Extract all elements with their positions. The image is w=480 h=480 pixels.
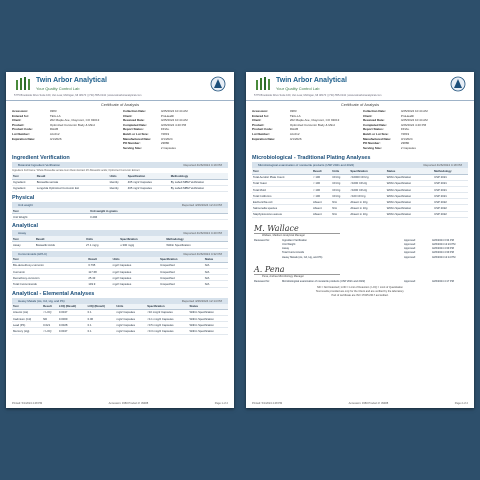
table-cell: Within Specification xyxy=(386,211,433,217)
table-row xyxy=(12,281,228,287)
table-cell: <10000 CFU/g xyxy=(349,174,385,180)
band-label: Microbiological examination of nonsterile products (USP 2021 and 2022) xyxy=(258,163,355,168)
table-cell: CFU/g xyxy=(331,174,349,180)
meta-value: 4/26/2024 4:40 PM xyxy=(160,122,187,127)
table-row xyxy=(12,242,228,248)
review-cell: 4/26/2024 12:14 PM xyxy=(432,255,456,259)
accreditation-seal-icon xyxy=(210,76,226,92)
table-cell: Within Specification xyxy=(189,328,228,334)
review-cell: Approved: xyxy=(404,238,416,242)
meta-key: Serving Size: xyxy=(363,145,382,150)
meta-value: TEG-LA xyxy=(49,113,61,118)
table-cell: Unspecified xyxy=(159,262,204,268)
meta-value: 4/25/2024 10:44 AM xyxy=(400,109,428,113)
table-cell: Within Specification xyxy=(386,186,433,192)
table-cell: mg/2 Capsules xyxy=(112,269,159,275)
table-cell: 27.1 mg/g xyxy=(85,242,119,248)
band-label: Assay xyxy=(18,231,27,236)
column-header: Unit weight in grams xyxy=(89,208,228,214)
table-cell: <10 mcg/2 Capsules xyxy=(146,309,188,315)
column-header: Test xyxy=(12,257,87,263)
table-cell: Within Specification xyxy=(189,309,228,315)
accession-info: Accession: 0383 Product #: 39488 xyxy=(108,402,149,405)
meta-value: 4/26/2024 4:40 PM xyxy=(400,122,427,127)
column-header: Status xyxy=(189,304,228,310)
meta-value: ProHealth xyxy=(160,113,175,118)
section-microbiological: Microbiological - Traditional Plating Analyses xyxy=(252,155,371,162)
micro-table xyxy=(252,168,468,218)
table-cell: Total Coliforms xyxy=(252,193,312,199)
table-cell: Curcumin xyxy=(12,269,87,275)
legend xyxy=(246,284,474,299)
table-cell: Staphylococcus aureus xyxy=(252,211,312,217)
table-cell: <4.1 mcg/2 Capsules xyxy=(146,315,188,321)
company-name: Twin Arbor Analytical xyxy=(276,77,347,84)
band-reported: Reported 4/26/2024 12:24 PM xyxy=(181,202,222,207)
accreditation-seal-icon xyxy=(450,76,466,92)
column-header: Result xyxy=(42,304,58,310)
signature-pena: A. Pena xyxy=(254,264,285,274)
legend-disclaimer: Test results provided are only for the Client and are verified by the laboratory. xyxy=(315,289,405,293)
column-header: Units xyxy=(115,304,146,310)
meta-value: 4/25/2024 10:44 AM xyxy=(160,118,188,123)
band-label: Botanical Ingredient Verification xyxy=(18,163,61,168)
column-header: Test xyxy=(12,304,42,310)
meta-key: Completed Date: xyxy=(363,122,387,127)
table-cell: Absent xyxy=(312,211,331,217)
table-cell: Ingredient xyxy=(12,185,36,191)
table-cell: Total Mold xyxy=(252,186,312,192)
table-row xyxy=(12,328,228,334)
table-cell: N/A xyxy=(204,275,228,281)
meta-value: A4-012 xyxy=(49,131,60,136)
meta-key: Received Date: xyxy=(123,118,145,123)
document-title: Certificate of Analysis xyxy=(100,102,140,107)
printed-date: Printed: 5/1/2024 4:48 PM xyxy=(252,402,283,405)
table-cell: mg/2 Capsules xyxy=(112,281,159,287)
page-footer xyxy=(252,402,468,405)
company-address: 5775 Brookside Drive Suite 100, Van Lear, Michigan, MI 48170 | (734) 555-0142 | www.twinarboranalytical.com xyxy=(14,94,142,97)
column-header: Specification xyxy=(159,257,204,263)
column-header: Specification xyxy=(349,168,385,174)
review-cell: Approved: xyxy=(404,251,416,255)
table-cell: Unspecified xyxy=(159,269,204,275)
assay-table xyxy=(12,236,228,248)
meta-key: Client: xyxy=(363,113,373,118)
column-header: LOQ (Result) xyxy=(87,304,116,310)
table-cell: 0.021 xyxy=(42,322,58,328)
review-cell: Assay xyxy=(282,247,290,251)
table-cell: mg/2 Capsules xyxy=(112,275,159,281)
table-cell: < 100 xyxy=(312,193,331,199)
review-list xyxy=(246,239,474,260)
table-cell: Boswellia serrata xyxy=(36,179,109,185)
review-list xyxy=(246,280,474,284)
table-cell: Within Specification xyxy=(386,193,433,199)
column-header: Status xyxy=(386,168,433,174)
meta-key: Received Date: xyxy=(363,118,385,123)
section-analytical: Analytical xyxy=(12,223,38,230)
table-cell: Absent in 10g xyxy=(349,199,385,205)
table-cell: mg/2 Capsules xyxy=(115,315,146,321)
table-cell: Unspecified xyxy=(159,275,204,281)
table-cell: Total Aerobic Plate Count xyxy=(252,174,312,180)
table-cell: Within Specification xyxy=(386,180,433,186)
table-cell: USP 2021 xyxy=(433,174,468,180)
meta-key: Serving Size: xyxy=(123,145,142,150)
company-tagline: Your Quality Control Lab xyxy=(276,86,320,91)
legend-abbrev: ND = Not Detected | LOD = Limit of Detection | LOQ = Limit of Quantitation xyxy=(317,286,403,290)
page-number: Page 2 of 2 xyxy=(454,402,468,405)
table-cell: Lead (Pb) xyxy=(12,322,42,328)
column-header: Units xyxy=(85,236,119,242)
column-header: Result xyxy=(36,173,109,179)
signature-wallace: M. Wallace xyxy=(254,223,299,233)
review-cell: 4/26/2024 12:24 PM xyxy=(432,243,456,247)
meta-key: Product Code: xyxy=(252,127,273,132)
review-cell: 4/26/2024 3:34 PM xyxy=(432,238,454,242)
table-cell: 0.1 xyxy=(87,328,116,334)
meta-key: Lot Number: xyxy=(252,131,270,136)
table-cell: Absent in 10g xyxy=(349,205,385,211)
table-cell: N/A xyxy=(204,262,228,268)
table-cell: 465 mg/2 Capsules xyxy=(127,185,170,191)
meta-value: 202 Maple Ave, Claymont, CO 93013 xyxy=(49,118,100,123)
table-cell: 117.68 xyxy=(87,269,111,275)
table-cell: ND xyxy=(42,315,58,321)
meta-row xyxy=(123,146,228,151)
table-cell: N/A xyxy=(204,269,228,275)
meta-key: Client: xyxy=(123,113,133,118)
meta-value: FINAL xyxy=(160,127,170,132)
meta-value: 0383 xyxy=(49,109,57,113)
review-cell: Approved: xyxy=(404,279,416,283)
meta-key xyxy=(12,146,50,151)
page-header xyxy=(6,72,234,101)
coa-page-2 xyxy=(246,72,474,408)
column-header: LOQ (Result) xyxy=(58,304,87,310)
table-cell: Cadmium (Cd) xyxy=(12,315,42,321)
table-cell: USP 2022 xyxy=(433,199,468,205)
page-number: Page 1 of 2 xyxy=(214,402,228,405)
meta-key: Entered for: xyxy=(12,113,30,118)
meta-key: Accession: xyxy=(12,109,29,113)
meta-key: Completed Date: xyxy=(123,122,147,127)
table-cell: Longvida Optimized Curcumin Ext xyxy=(36,185,109,191)
table-cell: < LOQ xyxy=(42,309,58,315)
meta-key: PO Number: xyxy=(363,141,381,146)
meta-key: Expiration Date: xyxy=(252,136,276,141)
column-header: Test xyxy=(12,236,35,242)
page-footer xyxy=(12,402,228,405)
table-cell: Absent xyxy=(312,199,331,205)
meta-value: FINAL xyxy=(400,127,410,132)
meta-value: 4/25/2024 10:44 AM xyxy=(160,109,188,113)
column-header: Methodology xyxy=(165,236,228,242)
table-cell: ≥ 300 mg/g xyxy=(119,242,165,248)
table-cell: 0.0047 xyxy=(58,328,87,334)
table-cell: Absent in 10g xyxy=(349,211,385,217)
document-title: Certificate of Analysis xyxy=(340,102,380,107)
table-cell: USP 2021 xyxy=(433,193,468,199)
table-cell: Within Specification xyxy=(386,174,433,180)
company-tagline: Your Quality Control Lab xyxy=(36,86,80,91)
table-cell: Within Specification xyxy=(189,322,228,328)
table-row xyxy=(12,185,228,191)
meta-value: Optimized Curcumin Body & Mind xyxy=(49,122,95,127)
meta-key: Collection Date: xyxy=(123,109,146,113)
table-cell: N/A xyxy=(331,205,349,211)
table-cell: USP 2021 xyxy=(433,180,468,186)
review-cell: Unit Weight xyxy=(282,243,296,247)
table-cell: Identity xyxy=(109,185,127,191)
company-address: 5775 Brookside Drive Suite 100, Van Lear, Michigan, MI 48170 | (734) 555-0142 | www.twinarboranalytical.com xyxy=(254,94,382,97)
review-cell: Approved: xyxy=(404,243,416,247)
table-cell: Ingredient xyxy=(12,179,36,185)
physical-table xyxy=(12,208,228,220)
meta-key: Client: xyxy=(252,118,262,123)
coa-meta xyxy=(6,107,234,152)
table-cell: <1000 CFU/g xyxy=(349,186,385,192)
table-cell: USP 2022 xyxy=(433,205,468,211)
table-cell: mg/2 Capsules xyxy=(115,309,146,315)
curcuminoids-table xyxy=(12,257,228,288)
table-cell: mg/2 Capsules xyxy=(112,262,159,268)
page-header xyxy=(246,72,474,101)
table-cell: Bis-demethoxy-curcumin xyxy=(12,262,87,268)
table-cell: 6.795 xyxy=(87,262,111,268)
review-row xyxy=(246,280,474,284)
meta-key: Expiration Date: xyxy=(12,136,36,141)
band-label: Unit weight xyxy=(18,202,33,207)
table-row xyxy=(12,214,228,220)
column-header: Specification xyxy=(127,173,170,179)
review-cell: 4/26/2024 4:39 PM xyxy=(432,247,454,251)
table-cell: 0.1 xyxy=(87,309,116,315)
table-cell: Within Specification xyxy=(189,315,228,321)
table-cell: 0.06 xyxy=(87,315,116,321)
meta-value: A4-012 xyxy=(289,131,300,136)
table-cell: USP 2021 xyxy=(433,186,468,192)
table-cell: < LOQ xyxy=(42,328,58,334)
table-cell: Salmonella species xyxy=(252,205,312,211)
section-physical: Physical xyxy=(12,194,35,201)
table-cell: 0.0047 xyxy=(58,309,87,315)
meta-key: Report Status: xyxy=(123,127,144,132)
meta-value: 4/1/2026 xyxy=(289,136,302,141)
table-cell: 0.296 xyxy=(89,214,228,220)
table-cell: mg/2 Capsules xyxy=(115,328,146,334)
table-cell: Demethoxy-curcumin xyxy=(12,275,87,281)
company-name: Twin Arbor Analytical xyxy=(36,77,107,84)
table-cell: <100 CFU/g xyxy=(349,193,385,199)
meta-key: Lot Number: xyxy=(12,131,30,136)
review-cell: 4/26/2024 4:17 PM xyxy=(432,279,454,283)
meta-key: Manufactured Date: xyxy=(123,136,152,141)
meta-value: RHAB xyxy=(49,127,59,132)
table-cell: 465 mg/2 Capsules xyxy=(127,179,170,185)
table-cell: Within Specification xyxy=(386,199,433,205)
column-header: Units xyxy=(112,257,159,263)
meta-value xyxy=(50,146,117,151)
table-cell: USP 2022 xyxy=(433,211,468,217)
review-cell: Approved: xyxy=(404,255,416,259)
ingredient-note: Ingredient Full Name: Whole Boswellia serrata Gum Resin Extract 2% Boswellic acids; Optimized Curcumin Extract xyxy=(12,169,140,173)
band-reported: Reported 4/26/2024 4:40 PM xyxy=(183,231,222,236)
heavy-metals-table xyxy=(12,304,228,335)
table-cell: By Labelt MBM Verification xyxy=(170,179,228,185)
table-cell: Total Yeast xyxy=(252,180,312,186)
meta-value: 4/1/2026 xyxy=(49,136,62,141)
review-cell xyxy=(254,256,282,260)
table-cell: By Labelt MBM Verification xyxy=(170,185,228,191)
meta-row xyxy=(252,146,357,151)
meta-value: 4/25/2024 10:44 AM xyxy=(400,118,428,123)
table-cell: 0.0028 xyxy=(58,322,87,328)
table-cell: Absent xyxy=(312,205,331,211)
meta-row xyxy=(12,146,117,151)
table-cell: CFU/g xyxy=(331,180,349,186)
coa-meta xyxy=(246,107,474,152)
table-row xyxy=(252,211,468,217)
meta-key: Product Code: xyxy=(12,127,33,132)
table-cell: < 100 xyxy=(312,180,331,186)
meta-key: Manufactured Date: xyxy=(363,136,392,141)
column-header: Result xyxy=(87,257,111,263)
meta-value: 3/1/2024 xyxy=(400,136,413,141)
column-header: Units xyxy=(109,173,127,179)
review-cell: Ingredient Verification xyxy=(282,238,307,242)
meta-value: 23880 xyxy=(400,141,410,146)
meta-value: TEG-LA xyxy=(289,113,301,118)
table-cell: Total Curcuminoids xyxy=(12,281,87,287)
table-cell: Unit Weight xyxy=(12,214,89,220)
band-reported: Reported 4/26/2024 12:14 PM xyxy=(181,298,222,303)
table-cell: N/A xyxy=(331,211,349,217)
column-header: Methodology xyxy=(433,168,468,174)
table-cell: Identity xyxy=(109,179,127,185)
column-header: Test xyxy=(12,208,89,214)
column-header: Units xyxy=(331,168,349,174)
table-cell: Within Specification xyxy=(386,205,433,211)
meta-value: 72819 xyxy=(400,131,410,136)
meta-row xyxy=(363,146,468,151)
band-label: Curcuminoids (HPLC) xyxy=(18,251,48,256)
table-cell: 0.0009 xyxy=(58,315,87,321)
accession-info: Accession: 0383 Product #: 39488 xyxy=(348,402,389,405)
band-reported: Reported 4/26/2024 4:18 PM xyxy=(423,163,462,168)
table-cell: < 100 xyxy=(312,174,331,180)
table-cell: 0.1 xyxy=(87,322,116,328)
column-header: Result xyxy=(35,236,85,242)
table-cell: Arsenic (As) xyxy=(12,309,42,315)
table-cell: 25.43 xyxy=(87,275,111,281)
meta-key: Batch or Lot Size: xyxy=(363,131,389,136)
column-header: Status xyxy=(204,257,228,263)
meta-value: 23880 xyxy=(160,141,170,146)
meta-value: Optimized Curcumin Body & Mind xyxy=(289,122,335,127)
meta-value: 3/1/2024 xyxy=(160,136,173,141)
meta-value: 2 Capsules xyxy=(400,145,416,150)
column-header: Test xyxy=(252,168,312,174)
meta-key: Accession: xyxy=(252,109,269,113)
meta-value: ProHealth xyxy=(400,113,415,118)
meta-key: Batch or Lot Size: xyxy=(123,131,149,136)
table-cell: Within Specification xyxy=(165,242,228,248)
table-cell: Assay xyxy=(12,242,35,248)
signature-caption: Pena, Andrea Microbiology Manager xyxy=(254,274,340,278)
section-ingredient-verification: Ingredient Verification xyxy=(12,155,70,162)
meta-key xyxy=(252,146,290,151)
tree-logo-icon xyxy=(254,76,274,90)
band-label: Heavy Metals (As, Cd, Hg, and Pb) xyxy=(18,298,65,303)
meta-value: RHAB xyxy=(289,127,299,132)
review-cell: 4/26/2024 4:39 PM xyxy=(432,251,454,255)
review-row xyxy=(246,256,474,260)
review-cell: Reviewed for: xyxy=(254,279,270,283)
table-cell: <0.3 mcg/2 Capsules xyxy=(146,328,188,334)
table-cell: <1000 CFU/g xyxy=(349,180,385,186)
table-cell: CFU/g xyxy=(331,186,349,192)
table-cell: mg/2 Capsules xyxy=(115,322,146,328)
column-header: Specification xyxy=(119,236,165,242)
table-cell: Escherichia coli xyxy=(252,199,312,205)
table-cell: Mercury (Hg) xyxy=(12,328,42,334)
column-header: Result xyxy=(312,168,331,174)
table-cell: < 100 xyxy=(312,186,331,192)
ingredient-table xyxy=(12,173,228,192)
review-cell: Total Curcuminoids xyxy=(282,251,305,255)
band-reported: Reported 4/26/2024 4:32 PM xyxy=(183,251,222,256)
table-cell: Unspecified xyxy=(159,281,204,287)
meta-key: Product: xyxy=(252,122,265,127)
meta-value: 2 Capsules xyxy=(160,145,176,150)
column-header: Methodology xyxy=(170,173,228,179)
review-cell: Heavy Metals (As, Cd, Hg, and Pb) xyxy=(282,255,323,259)
table-cell: <0.5 mcg/2 Capsules xyxy=(146,322,188,328)
meta-key: Collection Date: xyxy=(363,109,386,113)
meta-value: 0383 xyxy=(289,109,297,113)
meta-key: Client: xyxy=(12,118,22,123)
table-cell: 149.9 xyxy=(87,281,111,287)
meta-key: Report Status: xyxy=(363,127,384,132)
column-header: Test xyxy=(12,173,36,179)
legend-accreditation: Part of certificate are ISO 17025:2017 accredited. xyxy=(331,293,389,297)
coa-page-1 xyxy=(6,72,234,408)
review-cell: Approved: xyxy=(404,247,416,251)
signature-caption: Wallace, Madison Analytical Manager xyxy=(254,233,340,237)
table-cell: N/A xyxy=(204,281,228,287)
meta-key: PO Number: xyxy=(123,141,141,146)
meta-value xyxy=(290,146,357,151)
review-cell: Reviewed for: xyxy=(254,238,270,242)
band-reported: Reported 4/26/2024 4:19 PM xyxy=(183,163,222,168)
meta-key: Product: xyxy=(12,122,25,127)
section-elemental: Analytical - Elemental Analyses xyxy=(12,290,95,297)
table-cell: N/A xyxy=(331,199,349,205)
column-header: Specification xyxy=(146,304,188,310)
printed-date: Printed: 5/1/2024 4:48 PM xyxy=(12,402,43,405)
table-cell: Boswellic Acids xyxy=(35,242,85,248)
review-cell: Microbiological examination of nonsterile products (USP 2021 and 2022) xyxy=(282,279,366,283)
tree-logo-icon xyxy=(14,76,34,90)
table-cell: CFU/g xyxy=(331,193,349,199)
meta-value: 72819 xyxy=(160,131,170,136)
meta-value: 202 Maple Ave, Claymont, CO 93013 xyxy=(289,118,340,123)
meta-key: Entered for: xyxy=(252,113,270,118)
